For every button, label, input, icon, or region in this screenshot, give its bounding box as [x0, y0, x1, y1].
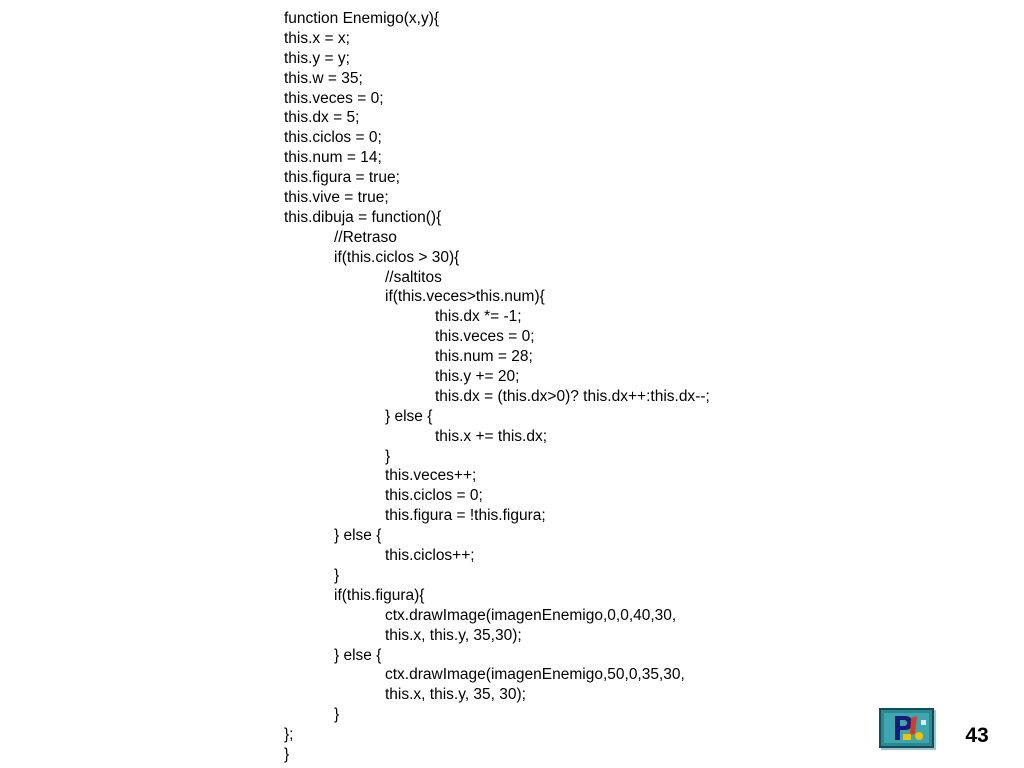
code-line: this.dibuja = function(){ [284, 208, 442, 226]
code-line: this.y += 20; [435, 368, 520, 386]
code-line: } [385, 447, 391, 465]
code-line: ctx.drawImage(imagenEnemigo,50,0,35,30, [385, 666, 685, 684]
code-line: this.ciclos = 0; [284, 129, 382, 147]
code-line: this.num = 28; [435, 348, 533, 366]
code-line: this.x, this.y, 35,30); [385, 626, 522, 644]
code-line: //Retraso [334, 228, 397, 246]
code-line: this.x = x; [284, 29, 350, 47]
code-line: } [284, 745, 290, 763]
code-line: this.veces = 0; [284, 89, 384, 107]
code-line: ctx.drawImage(imagenEnemigo,0,0,40,30, [385, 606, 677, 624]
code-line: this.dx = (this.dx>0)? this.dx++:this.dx--; [435, 387, 710, 405]
code-line: this.vive = true; [284, 189, 389, 207]
code-line: if(this.veces>this.num){ [385, 288, 545, 306]
code-line: this.dx = 5; [284, 109, 360, 127]
code-line: this.figura = !this.figura; [385, 507, 546, 525]
code-line: //saltitos [385, 268, 442, 286]
code-line: this.veces = 0; [435, 328, 535, 346]
code-line: function Enemigo(x,y){ [284, 10, 440, 27]
code-line: if(this.figura){ [334, 586, 425, 604]
code-line: this.dx *= -1; [435, 308, 522, 326]
page-number: 43 [965, 724, 989, 747]
code-line: } else { [334, 646, 382, 664]
code-line: } else { [385, 407, 433, 425]
code-line: this.veces++; [385, 467, 477, 485]
code-line: }; [284, 726, 294, 744]
code-line: this.x += this.dx; [435, 427, 547, 445]
code-line: } else { [334, 527, 382, 545]
logo-icon [879, 708, 934, 748]
code-block [284, 9, 710, 765]
code-line: this.ciclos++; [385, 547, 475, 565]
code-line: this.figura = true; [284, 169, 400, 187]
code-line: this.x, this.y, 35, 30); [385, 686, 526, 704]
code-line: } [334, 706, 340, 724]
code-line: this.ciclos = 0; [385, 487, 483, 505]
code-line: this.y = y; [284, 49, 350, 67]
code-line: } [334, 566, 340, 584]
code-line: if(this.ciclos > 30){ [334, 248, 460, 266]
code-line: this.w = 35; [284, 69, 363, 87]
code-line: this.num = 14; [284, 149, 382, 167]
